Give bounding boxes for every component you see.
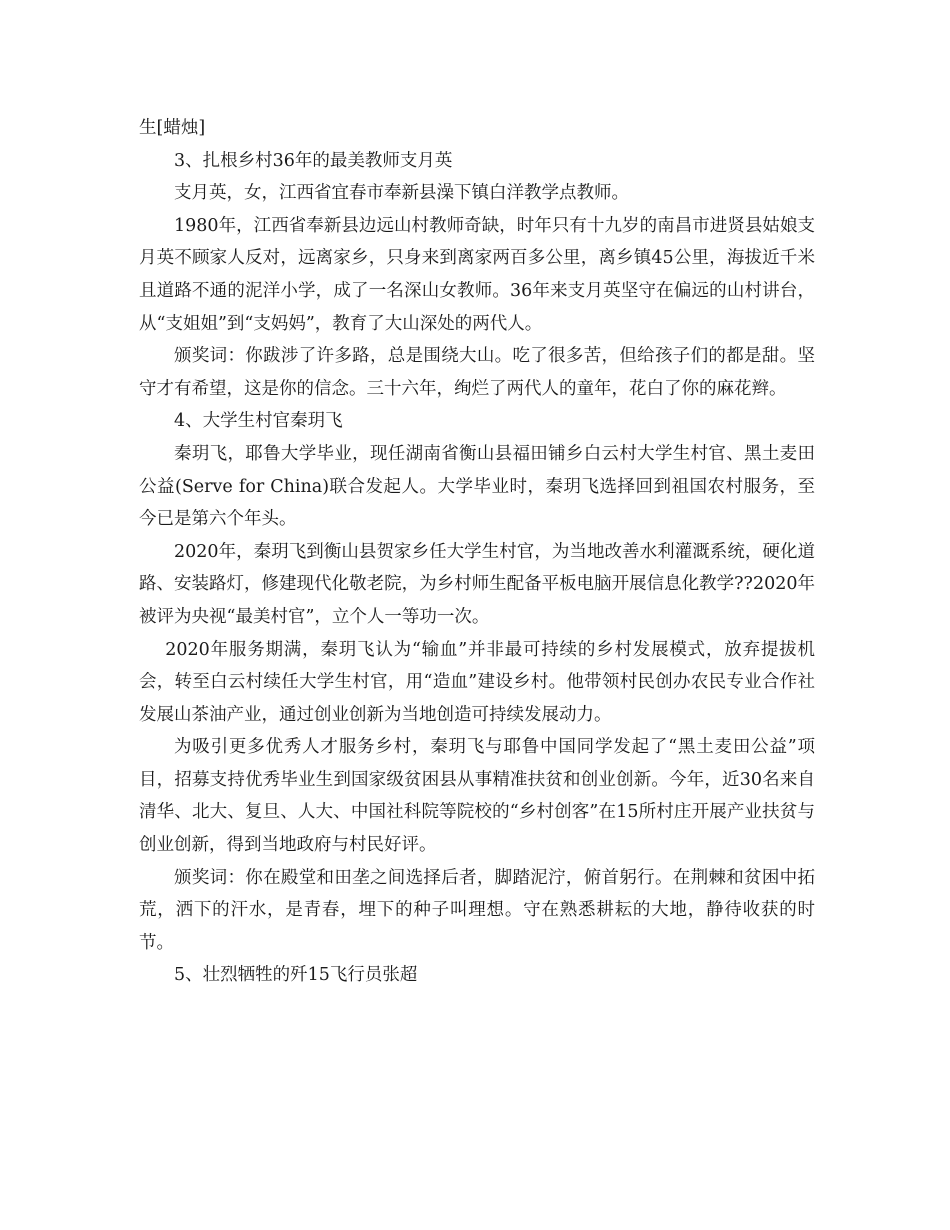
section-heading-3: 3、扎根乡村36年的最美教师支月英: [174, 150, 453, 171]
paragraph-intro-qin: 秦玥飞，耶鲁大学毕业，现任湖南省衡山县福田铺乡白云村大学生村官、黑土麦田公益(Serve for China)联合发起人。大学毕业时，秦玥飞选择回到祖国农村服务，至今已是第六个年头。: [139, 443, 815, 530]
paragraph-story-zhi: 1980年，江西省奉新县边远山村教师奇缺，时年只有十九岁的南昌市进贤县姑娘支月英不顾家人反对，远离家乡，只身来到离家两百多公里，离乡镇45公里，海拔近千米且道路不通的泥洋小学，成了一名深山女教师。36年来支月英坚守在偏远的山村讲台，从“支姐姐”到“支妈妈”，教育了大山深处的两代人。: [139, 215, 815, 334]
paragraph-award-zhi: 颁奖词：你跋涉了许多路，总是围绕大山。吃了很多苦，但给孩子们的都是甜。坚守才有希望，这是你的信念。三十六年，绚烂了两代人的童年，花白了你的麻花辫。: [139, 346, 815, 399]
document-body: [139, 112, 815, 992]
paragraph-story-qin-3: 为吸引更多优秀人才服务乡村，秦玥飞与耶鲁中国同学发起了“黑土麦田公益”项目，招募支持优秀毕业生到国家级贫困县从事精准扶贫和创业创新。今年，近30名来自清华、北大、复旦、人大、中国社科院等院校的“乡村创客”在15所村庄开展产业扶贫与创业创新，得到当地政府与村民好评。: [139, 737, 815, 856]
paragraph-continuation: 生[蜡烛]: [139, 118, 206, 138]
section-heading-5: 5、壮烈牺牲的歼15飞行员张超: [174, 965, 418, 986]
section-heading-4: 4、大学生村官秦玥飞: [174, 411, 343, 432]
paragraph-award-qin: 颁奖词：你在殿堂和田垄之间选择后者，脚踏泥泞，俯首躬行。在荆棘和贫困中拓荒，洒下的汗水，是青春，埋下的种子叫理想。守在熟悉耕耘的大地，静待收获的时节。: [139, 867, 815, 953]
paragraph-story-qin-2: 2020年服务期满，秦玥飞认为“输血”并非最可持续的乡村发展模式，放弃提拔机会，转至白云村续任大学生村官，用“造血”建设乡村。他带领村民创办农民专业合作社发展山茶油产业，通过创业创新为当地创造可持续发展动力。: [139, 639, 815, 725]
paragraph-intro-zhi: 支月英，女，江西省宜春市奉新县澡下镇白洋教学点教师。: [174, 183, 629, 204]
paragraph-story-qin-1: 2020年，秦玥飞到衡山县贺家乡任大学生村官，为当地改善水利灌溉系统，硬化道路、安装路灯，修建现代化敬老院，为乡村师生配备平板电脑开展信息化教学??2020年被评为央视“最美村官”，立个人一等功一次。: [139, 541, 815, 627]
